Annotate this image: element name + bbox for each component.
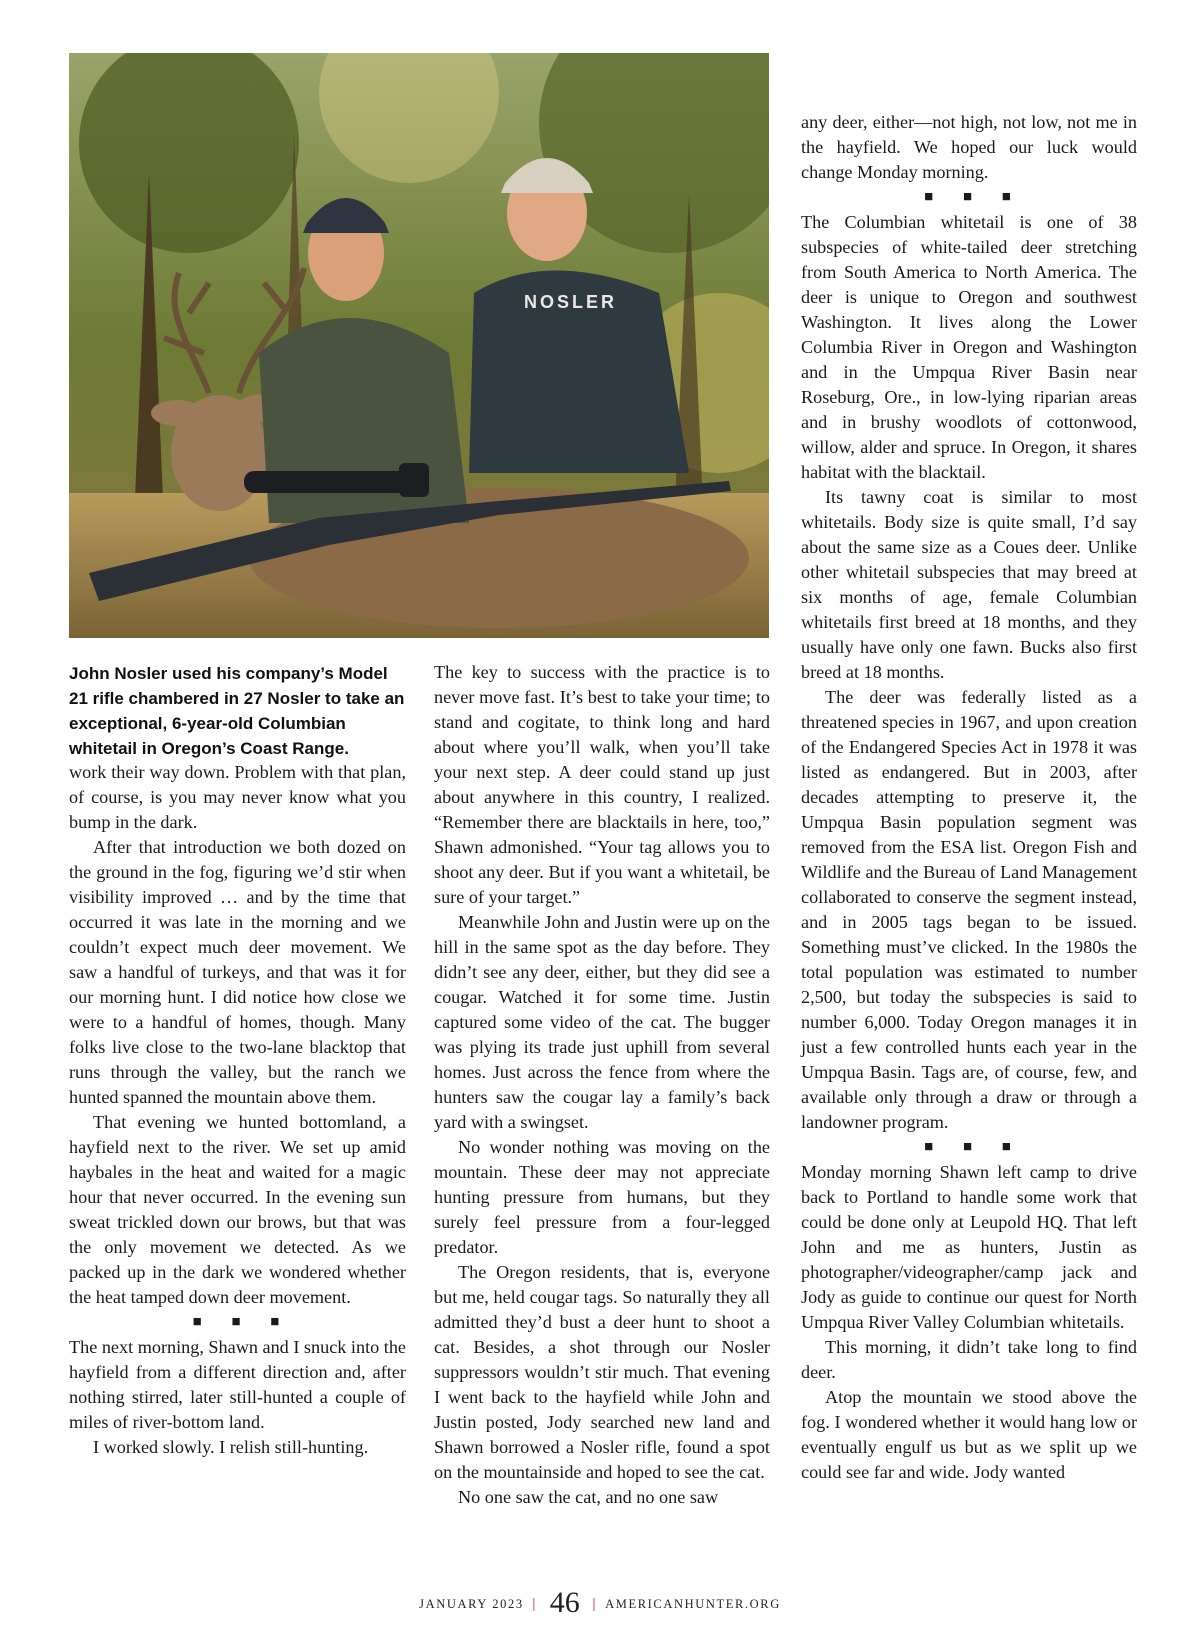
paragraph: The deer was federally listed as a threatened species in 1967, and upon creation of the Endangered Species Act in 1978 it was listed as endangered. But in 2003, after decades attempting to preserve it, the Umpqua Basin population segment was removed from the ESA list. Oregon Fish and Wildlife and the Bureau of Land Management collaborated to conserve the segment instead, and in 2005 tags began to be issued. Something must’ve clicked. In the 1980s the total population was estimated to number 2,500, but today the subspecies is said to number 6,000. Today Oregon manages it in just a few controlled hunts each year in the Umpqua Basin. Tags are, of course, few, and available only through a draw or through a landowner program. (801, 687, 1137, 1132)
hunting-photo (69, 53, 769, 638)
website-url: AMERICANHUNTER.ORG (605, 1597, 781, 1611)
section-separator: ■ ■ ■ (924, 1139, 1024, 1155)
page-number: 46 (549, 1586, 580, 1619)
paragraph: The next morning, Shawn and I snuck into the hayfield from a different direction and, after nothing stirred, later still-hunted a couple of miles of river-bottom land. (69, 1337, 406, 1432)
paragraph: Monday morning Shawn left camp to drive back to Portland to handle some work that could be done only at Leupold HQ. That left John and me as hunters, Justin as photographer/videographer/camp jack and Jody as guide to continue our quest for North Umpqua River Valley Columbian whitetails. (801, 1162, 1137, 1332)
text-column-2 (434, 660, 770, 1510)
paragraph: I worked slowly. I relish still-hunting. (93, 1437, 369, 1457)
paragraph: This morning, it didn’t take long to find deer. (801, 1337, 1137, 1382)
paragraph: That evening we hunted bottomland, a hayfield next to the river. We set up amid haybales in the heat and waited for a magic hour that never occurred. In the evening sun sweat trickled down our brows, but that was the only movement we detected. As we packed up in the dark we wondered whether the heat tamped down deer movement. (69, 1112, 406, 1307)
footer-divider: | (592, 1596, 598, 1612)
page-footer (0, 1586, 1200, 1620)
text-column-3 (801, 110, 1137, 1485)
photo-caption: John Nosler used his company’s Model 21 rifle chambered in 27 Nosler to take an exceptional, 6-year-old Columbian whitetail in Oregon’s Coast Range. (69, 664, 405, 758)
paragraph: No one saw the cat, and no one saw (458, 1487, 719, 1507)
paragraph: The Oregon residents, that is, everyone but me, held cougar tags. So naturally they all admitted they’d bust a deer hunt to shoot a cat. Besides, a shot through our Nosler suppressors wouldn’t stir much. That evening I went back to the hayfield while John and Justin posted, Jody searched new land and Shawn borrowed a Nosler rifle, found a spot on the mountainside and hoped to see the cat. (434, 1262, 770, 1482)
paragraph: work their way down. Problem with that plan, of course, is you may never know what you bump in the dark. (69, 762, 406, 832)
section-separator: ■ ■ ■ (924, 189, 1024, 205)
shirt-logo-text: NOSLER (524, 292, 618, 312)
paragraph: Its tawny coat is similar to most whitetails. Body size is quite small, I’d say about the same size as a Coues deer. Unlike other whitetail subspecies that may breed at six months of age, female Columbian whitetails first breed at 18 months, and they usually have only one fawn. Bucks also first breed at 18 months. (801, 487, 1137, 682)
section-separator: ■ ■ ■ (192, 1314, 293, 1330)
paragraph: The key to success with the practice is to never move fast. It’s best to take your time; to stand and cogitate, to think long and hard about where you’ll walk, when you’ll take your next step. A deer could stand up just about anywhere in this country, I realized. “Remember there are blacktails in here, too,” Shawn admonished. “Your tag allows you to shoot any deer. But if you want a whitetail, be sure of your target.” (434, 662, 770, 907)
photo-illustration (69, 53, 769, 638)
footer-divider: | (532, 1596, 538, 1612)
issue-date: JANUARY 2023 (419, 1597, 524, 1611)
paragraph: After that introduction we both dozed on the ground in the fog, figuring we’d stir when visibility improved … and by the time that occurred it was late in the morning and we couldn’t expect much deer movement. We saw a handful of turkeys, and that was it for our morning hunt. I did notice how close we were to a handful of homes, though. Many folks live close to the two-lane blacktop that runs through the valley, but the ranch we hunted spanned the mountain above them. (69, 837, 406, 1107)
paragraph: No wonder nothing was moving on the mountain. These deer may not appreciate hunting pressure from humans, but they surely feel pressure from a four-legged predator. (434, 1137, 770, 1257)
paragraph: The Columbian whitetail is one of 38 subspecies of white-tailed deer stretching from South America to North America. The deer is unique to Oregon and southwest Washington. It lives along the Lower Columbia River in Oregon and Washington and in the Umpqua River Basin near Roseburg, Ore., in low-lying riparian areas and in brushy woodlots of cottonwood, willow, alder and spruce. In Oregon, it shares habitat with the blacktail. (801, 212, 1137, 482)
paragraph: Atop the mountain we stood above the fog. I wondered whether it would hang low or eventually engulf us but as we split up we could see far and wide. Jody wanted (801, 1387, 1137, 1482)
paragraph: Meanwhile John and Justin were up on the hill in the same spot as the day before. They didn’t see any deer, either, but they did see a cougar. Watched it for some time. Justin captured some video of the cat. The bugger was plying its trade just uphill from several homes. Just across the fence from where the hunters saw the cougar lay a family’s back yard with a swingset. (434, 912, 770, 1132)
text-column-1 (69, 760, 406, 1460)
paragraph: any deer, either—not high, not low, not me in the hayfield. We hoped our luck would change Monday morning. (801, 112, 1137, 182)
